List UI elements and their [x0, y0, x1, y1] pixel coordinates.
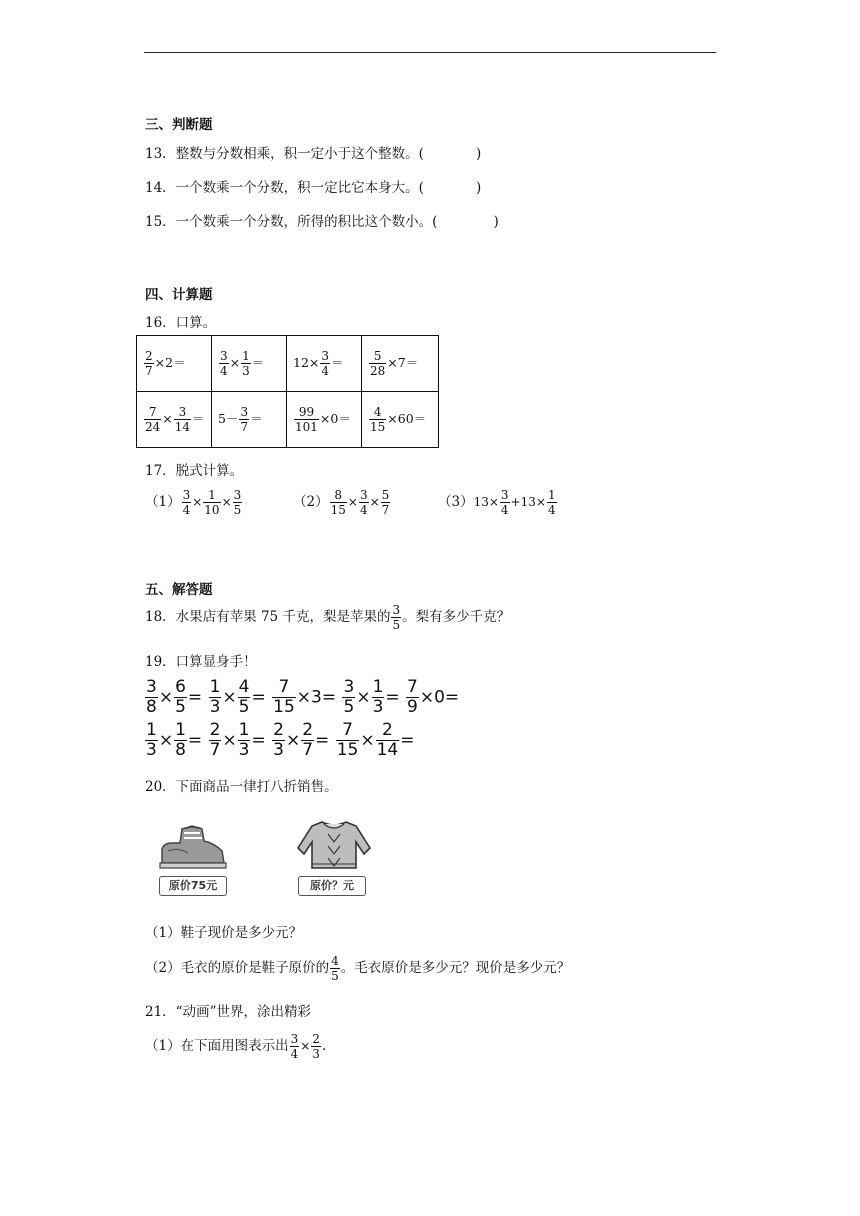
oral-calc-table	[136, 335, 439, 448]
fraction: $\frac{4}{5}$	[238, 677, 250, 717]
question-20: 20．下面商品一律打八折销售。	[145, 779, 338, 795]
fraction: $\frac{99}{101}$	[295, 405, 318, 434]
table-cell: $\frac{5}{28}$ ×7＝	[362, 336, 439, 392]
q19-row-1: $\frac{3}{8}$ × $\frac{6}{5}$ = $\frac{1}{3}$ × $\frac{4}{5}$ = $\frac{7}{15}$ ×3= $\frac{3}{5}$ × $\frac{1}{3}$ = $\frac{7}{9}$ ×0=	[146, 677, 460, 717]
question-16: 16．口算。	[145, 315, 217, 331]
question-21-1: （1）在下面用图表示出 $\frac{3}{4}$ × $\frac{2}{3}$ .	[145, 1032, 327, 1061]
table-cell: 5－ $\frac{3}{7}$ ＝	[212, 392, 287, 448]
fraction: $\frac{3}{4}$	[321, 349, 330, 378]
table-row	[137, 336, 439, 392]
fraction: $\frac{1}{10}$	[204, 488, 220, 517]
table-cell: $\frac{4}{15}$ ×60＝	[362, 392, 439, 448]
fraction: $\frac{3}{4}$	[500, 488, 509, 517]
fraction: $\frac{7}{15}$	[336, 720, 359, 760]
fraction: $\frac{5}{7}$	[381, 488, 390, 517]
fraction: $\frac{3}{5}$	[233, 488, 242, 517]
question-13: 13．整数与分数相乘，积一定小于这个整数。( )	[145, 146, 482, 162]
section-title-answers: 五、解答题	[145, 582, 213, 598]
table-cell: $\frac{99}{101}$ ×0＝	[287, 392, 362, 448]
question-14: 14．一个数乘一个分数，积一定比它本身大。( )	[145, 180, 482, 196]
question-20-2: （2）毛衣的原价是鞋子原价的 $\frac{4}{5}$ 。毛衣原价是多少元？现价是多少元？	[145, 954, 571, 983]
section-title-judgment: 三、判断题	[145, 117, 213, 133]
q17-item-3: （3）13× $\frac{3}{4}$ +13× $\frac{1}{4}$	[438, 488, 556, 517]
fraction: $\frac{2}{14}$	[376, 720, 399, 760]
table-row	[137, 392, 439, 448]
table-cell: 12× $\frac{3}{4}$ ＝	[287, 336, 362, 392]
fraction: $\frac{3}{14}$	[174, 405, 191, 434]
fraction: $\frac{1}{4}$	[547, 488, 556, 517]
q19-row-2: $\frac{1}{3}$ × $\frac{1}{8}$ = $\frac{2}{7}$ × $\frac{1}{3}$ = $\frac{2}{3}$ × $\frac{2}{7}$ = $\frac{7}{15}$ × $\frac{2}{14}$ =	[146, 720, 415, 760]
fraction: $\frac{3}{7}$	[240, 405, 249, 434]
question-21: 21．“动画”世界，涂出精彩	[145, 1004, 311, 1020]
fraction: $\frac{1}{8}$	[175, 720, 186, 760]
fraction: $\frac{3}{8}$	[146, 677, 157, 717]
question-17: 17．脱式计算。	[145, 463, 244, 479]
sweater-price-tag: 原价？元	[298, 876, 366, 896]
fraction: $\frac{1}{3}$	[238, 720, 250, 760]
fraction: $\frac{1}{3}$	[209, 677, 221, 717]
table-cell: $\frac{3}{4}$ × $\frac{1}{3}$ ＝	[212, 336, 287, 392]
question-19: 19．口算显身手！	[145, 654, 257, 670]
fraction: $\frac{3}{4}$	[220, 349, 228, 378]
shoe-price-tag: 原价75元	[159, 876, 227, 896]
fraction: $\frac{7}{9}$	[407, 677, 418, 717]
fraction: $\frac{3}{4}$	[359, 488, 368, 517]
fraction: $\frac{1}{3}$	[372, 677, 384, 717]
q17-item-2: （2） $\frac{8}{15}$ × $\frac{3}{4}$ × $\frac{5}{7}$	[293, 488, 390, 517]
fraction: $\frac{4}{15}$	[370, 405, 386, 434]
question-15: 15．一个数乘一个分数，所得的积比这个数小。( )	[145, 214, 499, 230]
fraction: $\frac{2}{7}$	[302, 720, 314, 760]
fraction: $\frac{3}{4}$	[182, 488, 191, 517]
question-18: 18．水果店有苹果 75 千克，梨是苹果的 $\frac{3}{5}$ 。梨有多少千克？	[145, 603, 511, 632]
fraction: $\frac{7}{24}$	[145, 405, 161, 434]
fraction: $\frac{2}{7}$	[145, 349, 153, 378]
fraction: $\frac{2}{3}$	[273, 720, 284, 760]
fraction: $\frac{7}{15}$	[273, 677, 295, 717]
section-title-calculation: 四、计算题	[145, 287, 213, 303]
fraction: $\frac{4}{5}$	[331, 954, 339, 983]
fraction: $\frac{2}{3}$	[312, 1032, 320, 1061]
fraction: $\frac{1}{3}$	[242, 349, 250, 378]
question-20-1: （1）鞋子现价是多少元？	[145, 925, 303, 941]
table-cell: $\frac{7}{24}$ × $\frac{3}{14}$ ＝	[137, 392, 212, 448]
fraction: $\frac{2}{7}$	[209, 720, 221, 760]
fraction: $\frac{3}{5}$	[343, 677, 355, 717]
fraction: $\frac{1}{3}$	[146, 720, 157, 760]
fraction: $\frac{8}{15}$	[330, 488, 346, 517]
table-cell: $\frac{2}{7}$ ×2＝	[137, 336, 212, 392]
q17-item-1: （1） $\frac{3}{4}$ × $\frac{1}{10}$ × $\frac{3}{5}$	[145, 488, 242, 517]
header-rule	[144, 52, 716, 53]
fraction: $\frac{5}{28}$	[370, 349, 386, 378]
fraction: $\frac{3}{5}$	[392, 603, 401, 632]
sweater-icon	[294, 818, 374, 870]
fraction: $\frac{6}{5}$	[175, 677, 186, 717]
shoe-icon	[158, 823, 228, 869]
fraction: $\frac{3}{4}$	[290, 1032, 299, 1061]
